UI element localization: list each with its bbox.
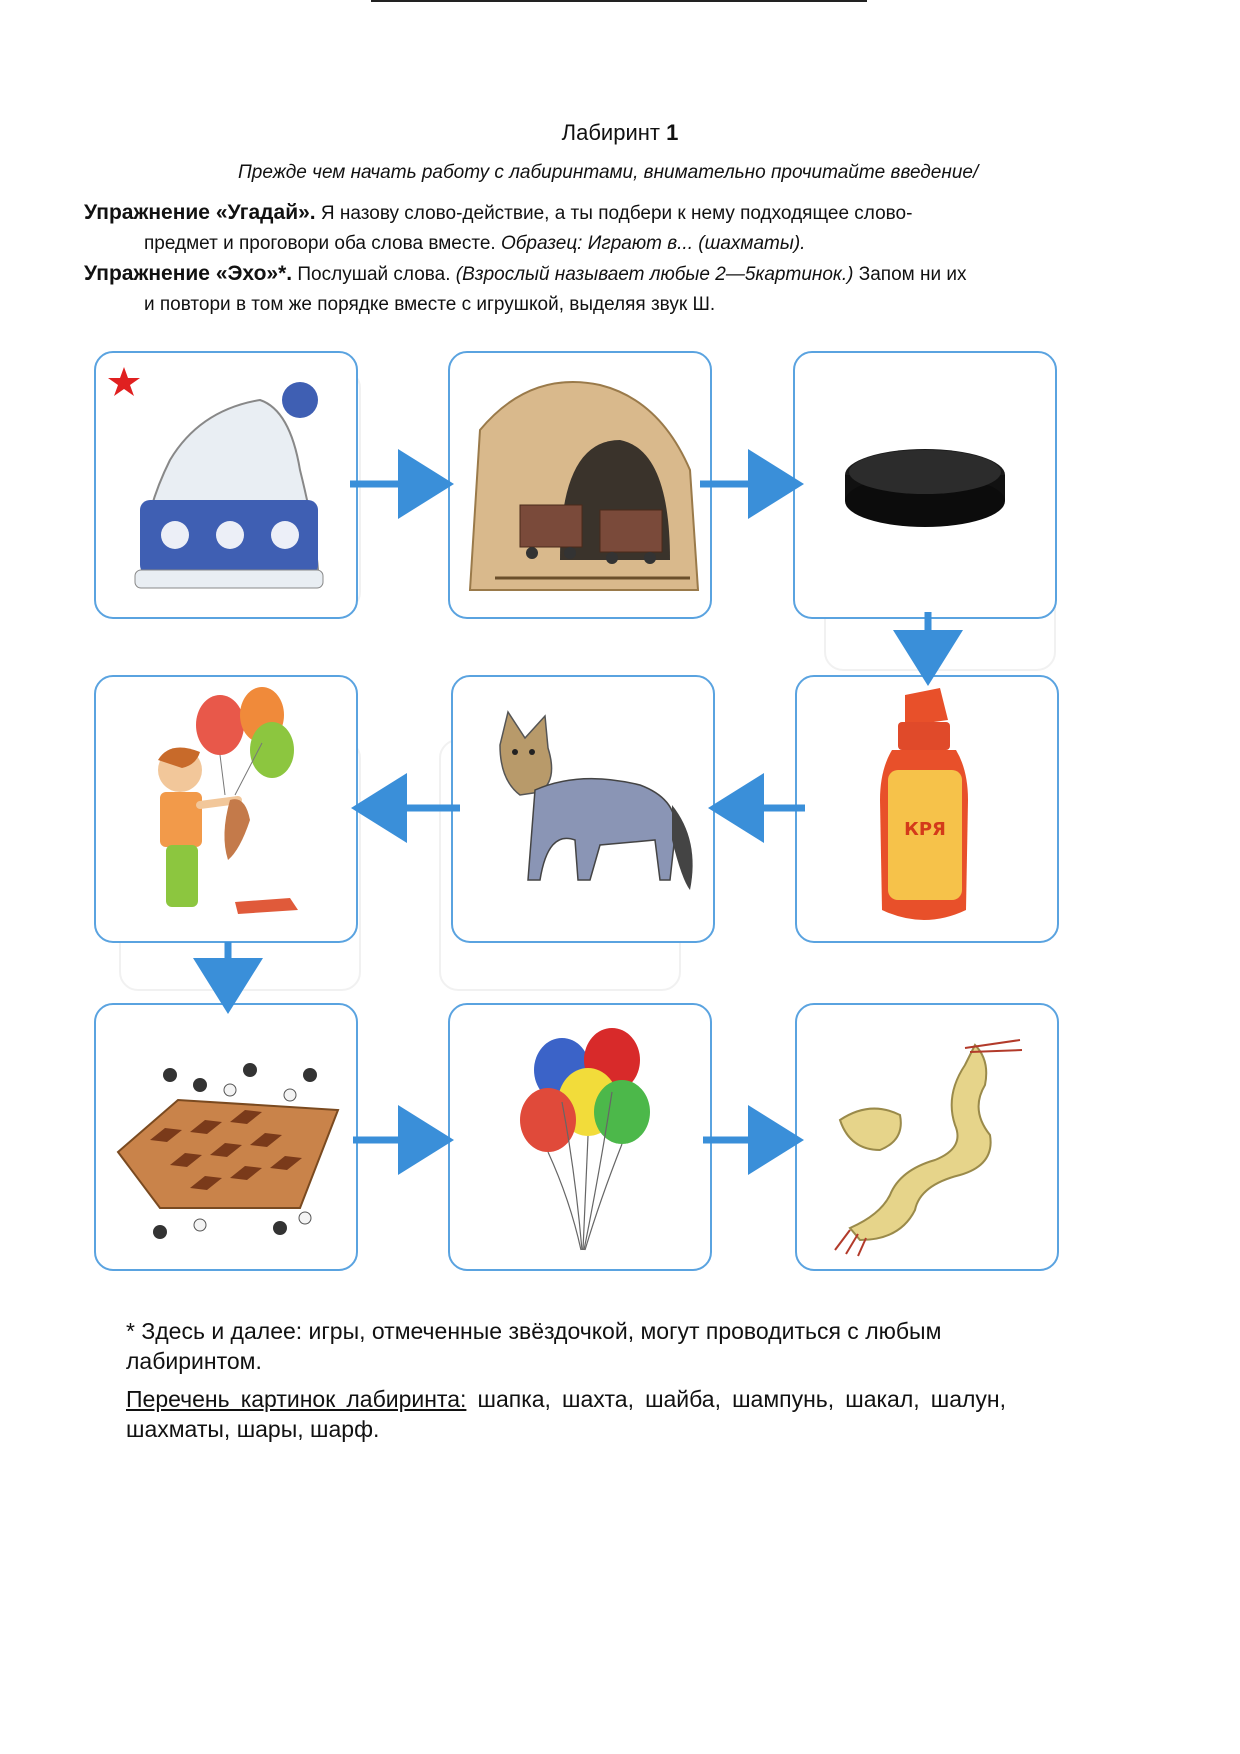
balloons-card: [449, 1004, 711, 1270]
intro-note: Прежде чем начать работу с лабиринтами, внимательно прочитайте введение/: [238, 162, 979, 183]
exercise-echo-text-3: и повтори в том же порядке вместе с игрушкой, выделяя звук Ш.: [144, 294, 716, 315]
hat-card: [95, 352, 357, 618]
shampoo-label: КРЯ: [904, 819, 946, 840]
exercise-echo-title: Упражнение «Эхо»*.: [84, 262, 293, 285]
chess-card: [95, 1004, 357, 1270]
footnote: * Здесь и далее: игры, отмеченные звёздочкой, могут проводиться с любым лабиринтом.: [126, 1318, 942, 1374]
exercise-guess: [84, 198, 1069, 259]
boy-card: [95, 676, 357, 942]
shampoo-card: [796, 676, 1058, 942]
picture-list-items: шапка, шахта, шайба, шампунь, шакал, шалун, шахматы, шары, шарф.: [126, 1386, 1007, 1442]
hockey-puck-icon: [845, 449, 1005, 527]
exercise-guess-text: Я назову слово-действие, а ты подбери к нему подходящее слово-: [320, 203, 913, 224]
mine-card: [449, 352, 711, 618]
picture-list: [126, 1384, 1006, 1444]
exercise-echo-text-2: Запом ни их: [858, 264, 967, 285]
exercise-echo-note: (Взрослый называет любые 2—5картинок.): [455, 264, 854, 285]
exercise-guess-text-2: предмет и проговори оба слова вместе.: [144, 233, 496, 254]
jackal-card: [452, 676, 714, 942]
picture-list-label: Перечень картинок лабиринта:: [126, 1386, 467, 1412]
exercise-echo-text: Послушай слова.: [297, 264, 451, 285]
top-rule: [371, 0, 867, 2]
exercise-guess-example: Образец: Играют в... (шахматы).: [500, 233, 806, 254]
page-title: Лабиринт 1: [561, 120, 679, 145]
exercise-echo: [84, 259, 1069, 320]
scarf-card: [796, 1004, 1058, 1270]
exercise-guess-title: Упражнение «Угадай».: [84, 201, 316, 224]
puck-card: [794, 352, 1056, 618]
